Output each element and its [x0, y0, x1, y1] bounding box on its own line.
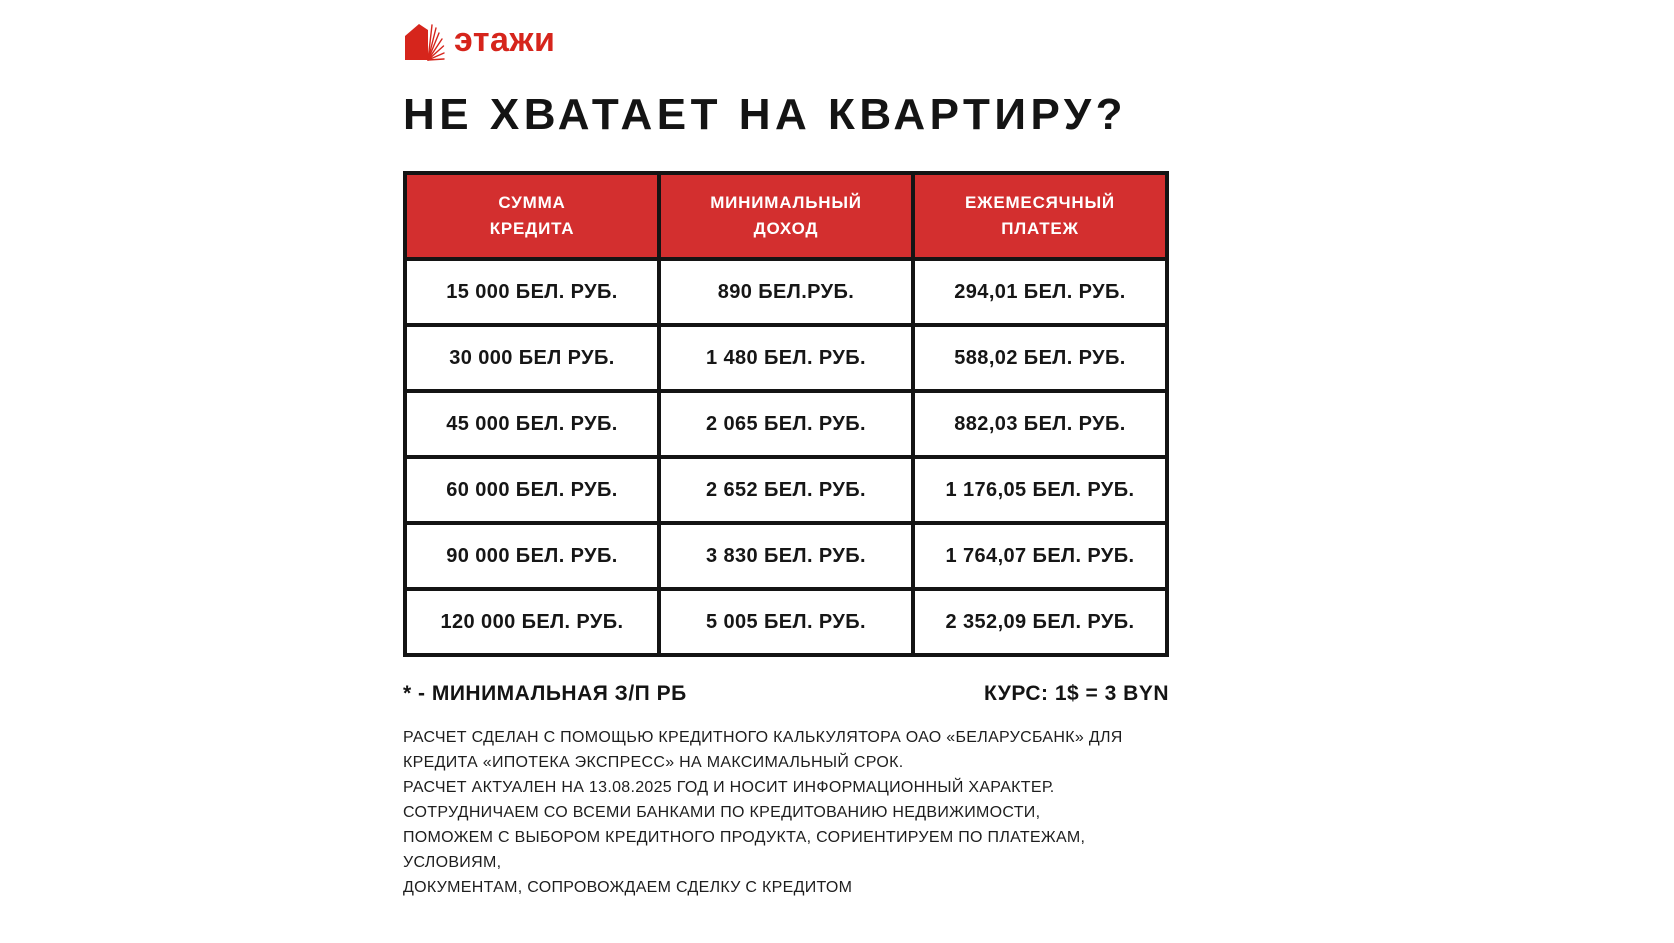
credit-amount-cell: 15 000 БЕЛ. РУБ. — [405, 259, 659, 325]
brand-name: этажи — [454, 21, 556, 59]
credit-table — [403, 171, 1169, 657]
header-cell-min-income — [659, 173, 913, 259]
header-line: СУММА — [498, 192, 566, 212]
disclaimer-line: УСЛОВИЯМ, — [403, 854, 502, 871]
min-income-cell: 5 005 БЕЛ. РУБ. — [659, 589, 913, 655]
table-row — [405, 391, 1167, 457]
min-income-cell: 2 652 БЕЛ. РУБ. — [659, 457, 913, 523]
table-row — [405, 589, 1167, 655]
monthly-payment-cell: 1 176,05 БЕЛ. РУБ. — [913, 457, 1167, 523]
footnote-row — [403, 682, 1169, 706]
header-cell-monthly-payment — [913, 173, 1167, 259]
infographic-root — [403, 0, 1169, 900]
table-row — [405, 523, 1167, 589]
footnote-exchange-rate: КУРС: 1$ = 3 BYN — [983, 682, 1169, 705]
page-title: НЕ ХВАТАЕТ НА КВАРТИРУ? — [403, 90, 1127, 139]
disclaimer-line: РАСЧЕТ АКТУАЛЕН НА 13.08.2025 ГОД И НОСИТ ИНФОРМАЦИОННЫЙ ХАРАКТЕР. — [403, 779, 1055, 796]
min-income-cell: 1 480 БЕЛ. РУБ. — [659, 325, 913, 391]
disclaimer-line: ДОКУМЕНТАМ, СОПРОВОЖДАЕМ СДЕЛКУ С КРЕДИТОМ — [403, 879, 853, 896]
min-income-cell: 890 БЕЛ.РУБ. — [659, 259, 913, 325]
header-line: ДОХОД — [753, 219, 819, 238]
monthly-payment-cell: 588,02 БЕЛ. РУБ. — [913, 325, 1167, 391]
disclaimer-line: КРЕДИТА «ИПОТЕКА ЭКСПРЕСС» НА МАКСИМАЛЬНЫЙ СРОК. — [403, 754, 904, 771]
footnote-min-salary: * - МИНИМАЛЬНАЯ З/П РБ — [403, 682, 687, 705]
disclaimer — [403, 725, 1169, 900]
header-line: КРЕДИТА — [489, 219, 575, 238]
credit-amount-cell: 45 000 БЕЛ. РУБ. — [405, 391, 659, 457]
header-cell-credit-sum — [405, 173, 659, 259]
header-line: МИНИМАЛЬНЫЙ — [710, 192, 862, 212]
brand-logo — [403, 20, 1169, 64]
monthly-payment-cell: 294,01 БЕЛ. РУБ. — [913, 259, 1167, 325]
min-income-cell: 3 830 БЕЛ. РУБ. — [659, 523, 913, 589]
table-row — [405, 325, 1167, 391]
table-header-row — [405, 173, 1167, 259]
header-line: ЕЖЕМЕСЯЧНЫЙ — [965, 192, 1115, 212]
credit-amount-cell: 60 000 БЕЛ. РУБ. — [405, 457, 659, 523]
header-line: ПЛАТЕЖ — [1001, 219, 1079, 238]
min-income-cell: 2 065 БЕЛ. РУБ. — [659, 391, 913, 457]
house-fan-logo-icon — [403, 22, 445, 62]
monthly-payment-cell: 882,03 БЕЛ. РУБ. — [913, 391, 1167, 457]
monthly-payment-cell: 1 764,07 БЕЛ. РУБ. — [913, 523, 1167, 589]
credit-amount-cell: 90 000 БЕЛ. РУБ. — [405, 523, 659, 589]
credit-amount-cell: 120 000 БЕЛ. РУБ. — [405, 589, 659, 655]
table-row — [405, 259, 1167, 325]
disclaimer-line: ПОМОЖЕМ С ВЫБОРОМ КРЕДИТНОГО ПРОДУКТА, СОРИЕНТИРУЕМ ПО ПЛАТЕЖАМ, — [403, 829, 1086, 846]
credit-amount-cell: 30 000 БЕЛ РУБ. — [405, 325, 659, 391]
table-row — [405, 457, 1167, 523]
monthly-payment-cell: 2 352,09 БЕЛ. РУБ. — [913, 589, 1167, 655]
disclaimer-line: СОТРУДНИЧАЕМ СО ВСЕМИ БАНКАМИ ПО КРЕДИТОВАНИЮ НЕДВИЖИМОСТИ, — [403, 804, 1041, 821]
disclaimer-line: РАСЧЕТ СДЕЛАН С ПОМОЩЬЮ КРЕДИТНОГО КАЛЬКУЛЯТОРА ОАО «БЕЛАРУСБАНК» ДЛЯ — [403, 729, 1123, 746]
